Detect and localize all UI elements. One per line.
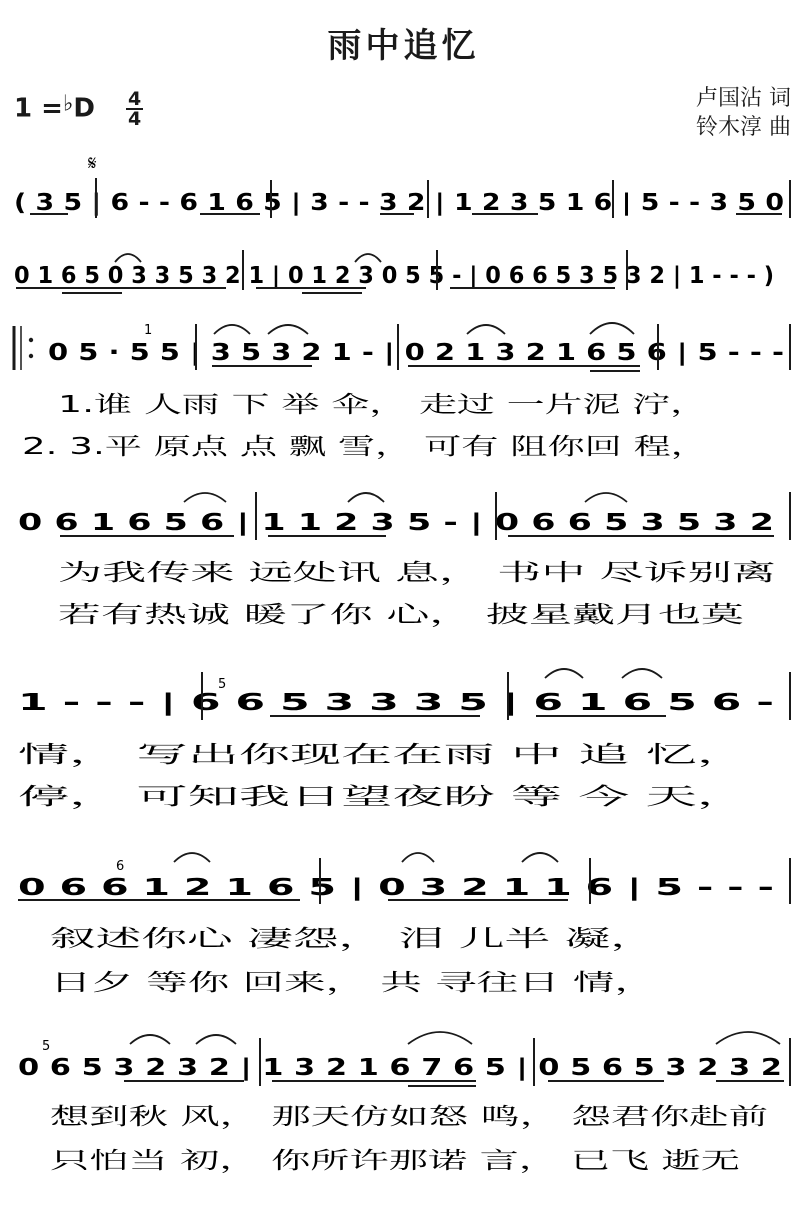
grace-note: 6	[116, 859, 125, 874]
lyrics-3b: 2. 3.平 原点 点 飘 雪， 可有 阻你回 程，	[22, 434, 708, 460]
lyricist: 卢国沾 词	[696, 86, 791, 111]
lyrics-5b: 停， 可知我日望夜盼 等 今 天，	[18, 784, 748, 810]
staff-line-4	[18, 492, 790, 628]
notes-line-6: 0 6 6 1 2 1 6 5 | 0 3 2 1 1 6 | 5 - - -	[18, 875, 774, 901]
grace-note: 5	[218, 677, 227, 692]
flat-sign: ♭	[62, 91, 74, 117]
notes-line-5: 1 - - - | 6 6 5 3 3 3 5 | 6 1 6 5 6 -	[18, 690, 774, 716]
notes-line-3: 0 5 · 5 5 | 3 5 3 2 1 - | 0 2 1 3 2 1 6 5 6 | 5 - - -	[48, 340, 784, 366]
song-title: 雨中追忆	[327, 26, 480, 66]
lyrics-5a: 情， 写出你现在在雨 中 追 忆，	[18, 742, 748, 768]
staff-line-5	[18, 669, 790, 810]
lyrics-7a: 想到秋 风， 那天仿如怒 鸣， 怨君你赴前	[50, 1104, 768, 1130]
notes-line-2: 0 1 6 5 0 3 3 5 3 2 1 | 0 1 2 3 0 5 5 - | 0 6 6 5 3 5 3 2 | 1 - - - )	[14, 263, 774, 289]
grace-note: 5	[42, 1039, 51, 1054]
lyrics-7b: 只怕当 初， 你所许那诺 言， 已飞 逝无	[50, 1148, 740, 1174]
notes-line-7: 0 6 5 3 2 3 2 | 1 3 2 1 6 7 6 5 | 0 5 6 5 3 2 3 2	[18, 1055, 782, 1081]
staff-line-1	[14, 178, 790, 218]
time-top: 4	[127, 88, 142, 110]
notes-line-1: ( 3 5 | 6 - - 6 1 6 5 | 3 - - 3 2 | 1 2 3 5 1 6 | 5 - - 3 5 0	[14, 190, 784, 216]
key-prefix: 1 =	[14, 93, 63, 124]
composer: 铃木淳 曲	[696, 115, 791, 140]
lyrics-6a: 叙述你心 凄怨， 泪 儿半 凝，	[50, 926, 656, 952]
staff-line-6	[18, 853, 790, 996]
segno-sign: 𝄋	[88, 151, 97, 175]
staff-line-2	[14, 250, 774, 293]
lyrics-4a: 为我传来 远处讯 息， 书中 尽诉别离	[58, 560, 776, 586]
notes-line-4: 0 6 1 6 5 6 | 1 1 2 3 5 - | 0 6 6 5 3 5 3 2	[18, 510, 774, 536]
lyrics-3a: 1.谁 人雨 下 举 伞， 走过 一片泥 泞，	[58, 392, 708, 418]
time-bottom: 4	[127, 108, 142, 130]
key-note: D	[73, 93, 95, 124]
staff-line-3	[14, 323, 790, 460]
lyrics-6b: 日夕 等你 回来， 共 寻往日 情，	[50, 970, 656, 996]
grace-note: 1	[144, 323, 153, 338]
lyrics-4b: 若有热诚 暖了你 心， 披星戴月也莫	[58, 602, 744, 628]
staff-line-7	[18, 1032, 790, 1174]
